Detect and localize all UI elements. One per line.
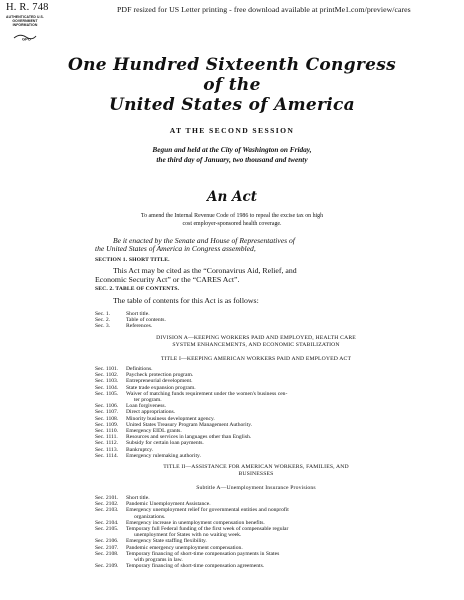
title-ii-heading [95, 464, 417, 477]
toc-item [95, 453, 417, 459]
pdf-resize-note: PDF resized for US Letter printing - free download available at printMe1.com/preview/cares [117, 5, 411, 14]
begun-line-1: Begun and held at the City of Washington on Friday, [152, 145, 312, 154]
toc-item [95, 563, 417, 569]
seal-text: AUTHENTICATED U.S. GOVERNMENT INFORMATION [6, 15, 44, 27]
toc-sec-number: Sec. 1105. [95, 390, 119, 397]
toc-sec-title: Emergency increase in unemployment compensation benefits. [126, 519, 265, 526]
toc-sec-number: Sec. 2108. [95, 550, 119, 557]
title-i-text: TITLE I—KEEPING AMERICAN WORKERS PAID AND EMPLOYED ACT [160, 356, 352, 362]
toc-sec-title: Direct appropriations. [126, 409, 176, 416]
toc-sec-number: Sec. 2. [95, 317, 111, 324]
congress-title-line-3: United States of America [109, 95, 355, 115]
toc-sec-number: Sec. 1112. [95, 440, 119, 447]
toc-sec-number: Sec. 1110. [95, 428, 119, 435]
section-1-text-line-1: This Act may be cited as the “Coronavirus Aid, Relief, and [113, 266, 297, 275]
begun-line-2: the third day of January, two thousand and twenty [156, 155, 308, 164]
division-a-heading [95, 335, 417, 348]
section-1-text-line-2: Economic Security Act” or the “CARES Act”. [95, 275, 240, 284]
toc-sec-title: Emergency unemployment relief for governmental entities and nonprofit [126, 507, 289, 514]
toc-continuation: unemployment for States with no waiting week. [134, 532, 242, 539]
division-a-line-1: DIVISION A—KEEPING WORKERS PAID AND EMPLOYED, HEALTH CARE [156, 335, 356, 341]
toc-sec-number: Sec. 1106. [95, 403, 119, 410]
toc-sec-number: Sec. 1102. [95, 372, 119, 379]
act-title: An Act [207, 189, 257, 205]
gpo-logo-icon [13, 33, 37, 41]
toc-sec-number: Sec. 1103. [95, 378, 119, 385]
toc-sec-number: Sec. 2103. [95, 507, 119, 514]
toc-sec-number: Sec. 3. [95, 323, 111, 330]
section-2-heading: SEC. 2. TABLE OF CONTENTS. [95, 286, 180, 292]
toc-sec-title: Entrepreneurial development. [126, 378, 193, 385]
purpose-line-2: cost employer-sponsored health coverage. [182, 221, 282, 227]
toc-sec-number: Sec. 2106. [95, 538, 119, 545]
toc-sec-title: Temporary full Federal funding of the first week of compensable regular [126, 526, 289, 533]
toc-sec-title: Waiver of matching funds requirement under the women's business cen- [126, 390, 288, 397]
toc-continuation: with programs in law. [134, 557, 183, 564]
toc-title-i [95, 366, 417, 459]
toc-sec-title: References. [126, 323, 153, 330]
toc-sec-title: Minority business development agency. [126, 415, 215, 422]
toc-sec-title: Emergency State staffing flexibility. [126, 538, 207, 545]
toc-sec-title: State trade expansion program. [126, 384, 196, 391]
toc-sec-title: Definitions. [126, 366, 153, 372]
title-ii-line-1: TITLE II—ASSISTANCE FOR AMERICAN WORKERS, FAMILIES, AND [163, 464, 349, 470]
toc-sec-title: Pandemic Unemployment Assistance. [126, 501, 211, 508]
title-i-heading [95, 356, 417, 363]
toc-sec-title: Resources and services in languages other than English. [126, 434, 252, 441]
toc-sec-number: Sec. 2102. [95, 501, 119, 508]
toc-sec-number: Sec. 1. [95, 311, 111, 317]
toc-sec-title: Bankruptcy. [126, 446, 154, 453]
toc-sec-number: Sec. 2101. [95, 495, 119, 501]
toc-sec-title: Short title. [126, 311, 150, 317]
toc-sec-number: Sec. 1113. [95, 446, 119, 453]
congress-title-line-2: of the [203, 75, 261, 95]
page-header [0, 0, 464, 42]
toc-sec-title: Subsidy for certain loan payments. [126, 440, 204, 447]
toc-sec-number: Sec. 1108. [95, 415, 119, 422]
toc-item [95, 507, 417, 513]
toc-sec-title: Pandemic emergency unemployment compensation. [126, 544, 243, 551]
section-2-text: The table of contents for this Act is as follows: [113, 296, 259, 305]
toc-sec-number: Sec. 1107. [95, 409, 119, 416]
toc-sec-number: Sec. 2104. [95, 519, 119, 526]
toc-sec-number: Sec. 2105. [95, 526, 119, 533]
enacting-clause-line-2: the United States of America in Congress assembled, [95, 244, 256, 253]
subtitle-a-heading [95, 485, 417, 492]
division-a-line-2: SYSTEM ENHANCEMENTS, AND ECONOMIC STABILIZATION [172, 341, 340, 348]
toc-sec-title: United States Treasury Program Management Authority. [126, 421, 253, 428]
purpose-line-1: To amend the Internal Revenue Code of 1986 to repeal the excise tax on high [140, 213, 324, 219]
toc-sec-title: Temporary financing of short-time compensation agreements. [126, 563, 265, 570]
toc-sec-title: Table of contents. [126, 317, 166, 324]
section-1-heading: SECTION 1. SHORT TITLE. [95, 257, 170, 263]
toc-top [95, 311, 417, 330]
toc-sec-number: Sec. 1111. [95, 434, 118, 441]
toc-sec-number: Sec. 1114. [95, 452, 119, 459]
toc-sec-number: Sec. 1101. [95, 366, 119, 372]
toc-continuation: organizations. [134, 513, 166, 520]
toc-sec-title: Short title. [126, 495, 150, 501]
toc-sec-number: Sec. 1104. [95, 384, 119, 391]
toc-sec-number: Sec. 1109. [95, 421, 119, 428]
toc-continuation: ter program. [134, 397, 162, 404]
seal-mark: GPO [22, 36, 31, 41]
toc-sec-title: Temporary financing of short-time compensation payments in States [126, 550, 280, 557]
toc-item [95, 323, 417, 329]
congress-title-line-1: One Hundred Sixteenth Congress [67, 55, 397, 75]
subtitle-a-text: Subtitle A—Unemployment Insurance Provisions [196, 485, 316, 491]
bill-number: H. R. 748 [6, 2, 49, 13]
toc-sec-title: Emergency rulemaking authority. [126, 452, 201, 459]
toc-sec-number: Sec. 2107. [95, 544, 119, 551]
gpo-authentication-seal [3, 14, 47, 42]
session-heading: AT THE SECOND SESSION [169, 126, 295, 135]
toc-sec-title: Loan forgiveness. [126, 403, 166, 410]
toc-sec-title: Paycheck protection program. [126, 372, 194, 379]
enacting-clause-line-1: Be it enacted by the Senate and House of Representatives of [113, 236, 295, 245]
toc-title-ii [95, 495, 417, 569]
toc-sec-number: Sec. 2109. [95, 563, 119, 570]
toc-sec-title: Emergency EIDL grants. [126, 428, 182, 435]
title-ii-line-2: BUSINESSES [238, 470, 274, 477]
